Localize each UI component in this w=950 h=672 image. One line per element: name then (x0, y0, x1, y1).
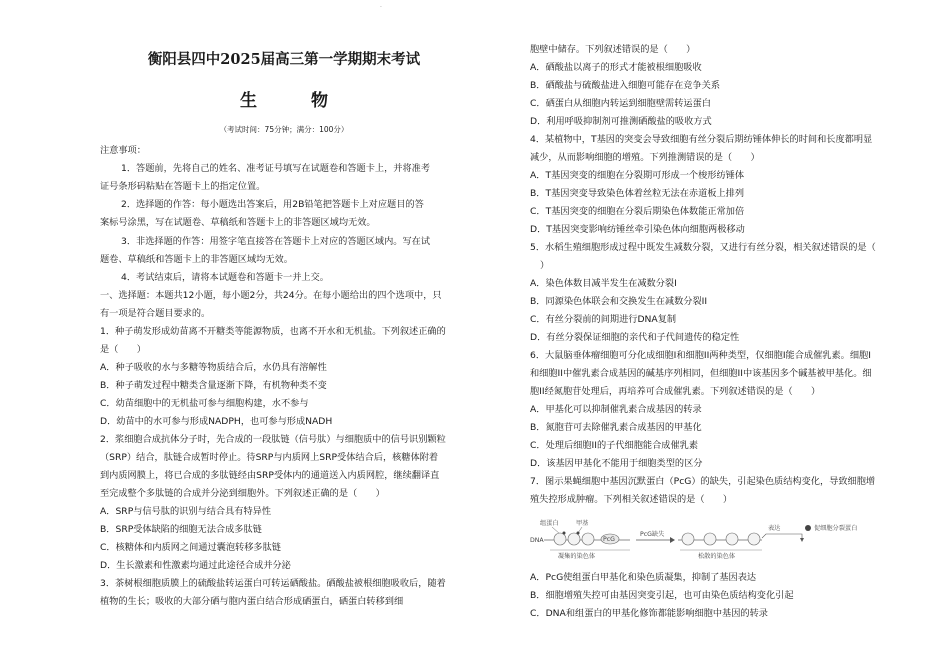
question-2-option-d: D．生长激素和性激素均通过此途径合成并分泌 (100, 560, 291, 571)
label-methyl: 甲基 (576, 520, 589, 527)
nucleosome (748, 533, 760, 545)
question-4-option-c: C．T基因突变的细胞在分裂后期染色体数能正常加倍 (530, 206, 745, 217)
question-5-option-b: B．同源染色体联会和交换发生在减数分裂II (530, 296, 708, 307)
question-7-option-c: C．DNA和组蛋白的甲基化修饰都能影响细胞中基因的转录 (530, 608, 768, 619)
exam-title: 衡阳县四中2025届高三第一学期期末考试 (147, 51, 421, 68)
label-loose: 松散的染色体 (698, 553, 736, 560)
label-histone: 组蛋白 (540, 520, 559, 527)
question-1-stem: 是（ ） (100, 344, 146, 355)
nucleosome (682, 533, 694, 545)
question-3-option-d: D．利用呼吸抑制剂可推测硒酸盐的吸收方式 (530, 116, 712, 127)
notice-line: 4．考试结束后，请将本试题卷和答题卡一并上交。 (121, 272, 329, 283)
section-heading: 一、选择题：本题共12小题，每小题2分，共24分。在每小题给出的四个选项中，只 (100, 290, 442, 301)
methyl-mark (563, 532, 566, 535)
question-5-option-d: D．有丝分裂保证细胞的亲代和子代间遗传的稳定性 (530, 332, 740, 343)
question-4-option-b: B．T基因突变导致染色体着丝粒无法在赤道板上排列 (530, 188, 745, 199)
question-2-stem: 到内质网膜上，将已合成的多肽链经由SRP受体内的通道送入内质网腔，继续翻译直 (100, 470, 440, 481)
question-6-option-b: B．氮胞苷可去除催乳素合成基因的甲基化 (530, 422, 702, 433)
question-7-option-a: A．PcG使组蛋白甲基化和染色质凝集，抑制了基因表达 (530, 572, 757, 583)
question-6-stem: 胞II经氮胞苷处理后，再培养可合成催乳素。下列叙述错误的是（ ） (530, 386, 821, 397)
page-marker: . (380, 2, 382, 9)
question-2-option-a: A．SRP与信号肽的识别与结合具有特异性 (100, 506, 272, 517)
protein-dot (805, 525, 811, 531)
notice-line: 证号条形码粘贴在答题卡上的指定位置。 (100, 181, 266, 192)
notice-line: 3．非选择题的作答：用签字笔直接答在答题卡上对应的答题区域内。写在试 (121, 236, 431, 247)
question-6-stem: 6．大鼠脑垂体瘤细胞可分化成细胞I和细胞II两种类型，仅细胞I能合成催乳素。细胞I (530, 350, 871, 361)
label-expression: 表达 (768, 525, 781, 532)
question-1-option-c: C．幼苗细胞中的无机盐可参与细胞构建，水不参与 (100, 398, 309, 409)
question-4-option-d: D．T基因突变影响纺锤丝牵引染色体向细胞两极移动 (530, 224, 745, 235)
label-condensed: 凝集的染色体 (558, 553, 596, 560)
nucleosome (554, 533, 566, 545)
question-5-option-a: A．染色体数目减半发生在减数分裂I (530, 278, 677, 289)
methyl-mark (577, 532, 580, 535)
question-2-stem: （SRP）结合，肽链合成暂时停止。待SRP与内质网上SRP受体结合后，核糖体附着 (100, 452, 439, 463)
notice-line: 案标号涂黑，写在试题卷、草稿纸和答题卡上的非答题区域均无效。 (100, 217, 376, 228)
question-1-option-a: A．种子吸收的水与多糖等物质结合后，水仍具有溶解性 (100, 362, 327, 373)
notice-heading: 注意事项： (100, 145, 146, 156)
nucleosome (726, 533, 738, 545)
notice-line: 1．答题前，先将自己的姓名、准考证号填写在试题卷和答题卡上，并将准考 (121, 163, 431, 174)
question-6-stem: 和细胞II中催乳素合成基因的碱基序列相同，但细胞II中该基因多个碱基被甲基化。细 (530, 368, 872, 379)
question-4-stem: 减少，从而影响细胞的增殖。下列推测错误的是（ ） (530, 152, 760, 163)
question-6-option-c: C．处理后细胞II的子代细胞能合成催乳素 (530, 440, 699, 451)
question-3-stem: 3．茶树根细胞质膜上的硫酸盐转运蛋白可转运硒酸盐。硒酸盐被根细胞吸收后，随着 (100, 578, 446, 589)
question-7-option-b: B．细胞增殖失控可由基因突变引起，也可由染色质结构变化引起 (530, 590, 794, 601)
notice-line: 2．选择题的作答：每小题选出答案后，用2B铅笔把答题卡上对应题目的答 (121, 199, 424, 210)
question-5-stem: ） (540, 260, 550, 271)
expression-arrow (762, 534, 802, 538)
transition-arrowhead (670, 537, 675, 543)
question-7-stem: 7．图示果蝇细胞中基因沉默蛋白（PcG）的缺失，引起染色质结构变化，导致细胞增 (530, 476, 876, 487)
question-3-stem: 植物的生长；吸收的大部分硒与胞内蛋白结合形成硒蛋白，硒蛋白转移到细 (100, 596, 404, 607)
question-6-option-a: A．甲基化可以抑制催乳素合成基因的转录 (530, 404, 702, 415)
label-result: 促细胞分裂蛋白 (814, 525, 858, 532)
question-3-option-b: B．硒酸盐与硫酸盐进入细胞可能存在竞争关系 (530, 80, 721, 91)
notice-line: 题卷、草稿纸和答题卡上的非答题区域均无效。 (100, 254, 293, 265)
question-2-option-b: B．SRP受体缺陷的细胞无法合成多肽链 (100, 524, 262, 535)
nucleosome (704, 533, 716, 545)
question-5-stem: 5．水稻生殖细胞形成过程中既发生减数分裂，又进行有丝分裂，相关叙述错误的是（ (530, 242, 876, 253)
question-3-stem: 胞壁中储存。下列叙述错误的是（ ） (530, 44, 696, 55)
question-1-option-b: B．种子萌发过程中糖类含量逐渐下降，有机物种类不变 (100, 380, 327, 391)
nucleosome (582, 533, 594, 545)
question-6-option-d: D．该基因甲基化不能用于细胞类型的区分 (530, 458, 703, 469)
question-1-stem: 1．种子萌发形成幼苗离不开糖类等能源物质，也离不开水和无机盐。下列叙述正确的 (100, 326, 446, 337)
question-2-stem: 2．浆细胞合成抗体分子时，先合成的一段肽链（信号肽）与细胞质中的信号识别颗粒 (100, 434, 446, 445)
chromatin-diagram (530, 516, 902, 568)
question-5-option-c: C．有丝分裂前的间期进行DNA复制 (530, 314, 677, 325)
nucleosome (568, 533, 580, 545)
question-3-option-a: A．硒酸盐以离子的形式才能被根细胞吸收 (530, 62, 702, 73)
label-pcg: PcG (603, 536, 615, 543)
question-3-option-c: C．硒蛋白从细胞内转运到细胞壁需转运蛋白 (530, 98, 711, 109)
exam-info: （考试时间：75分钟；满分：100分） (219, 125, 349, 134)
expression-arrowhead (800, 538, 804, 542)
question-4-option-a: A．T基因突变的细胞在分裂期可形成一个梭形纺锤体 (530, 170, 745, 181)
section-heading: 有一项是符合题目要求的。 (100, 308, 211, 319)
subject-title: 生 物 (240, 91, 352, 111)
question-1-option-d: D．幼苗中的水可参与形成NADPH，也可参与形成NADH (100, 416, 333, 427)
question-2-option-c: C．核糖体和内质网之间通过囊泡转移多肽链 (100, 542, 281, 553)
question-2-stem: 至完成整个多肽链的合成并分泌到细胞外。下列叙述正确的是（ ） (100, 488, 385, 499)
label-dna: DNA (530, 537, 544, 544)
question-4-stem: 4．某植物中，T基因的突变会导致细胞有丝分裂后期纺锤体伸长的时间和长度都明显 (530, 134, 873, 145)
label-pcg-missing: PcG缺失 (640, 531, 665, 538)
question-7-stem: 殖失控形成肿瘤。下列相关叙述错误的是（ ） (530, 494, 733, 505)
